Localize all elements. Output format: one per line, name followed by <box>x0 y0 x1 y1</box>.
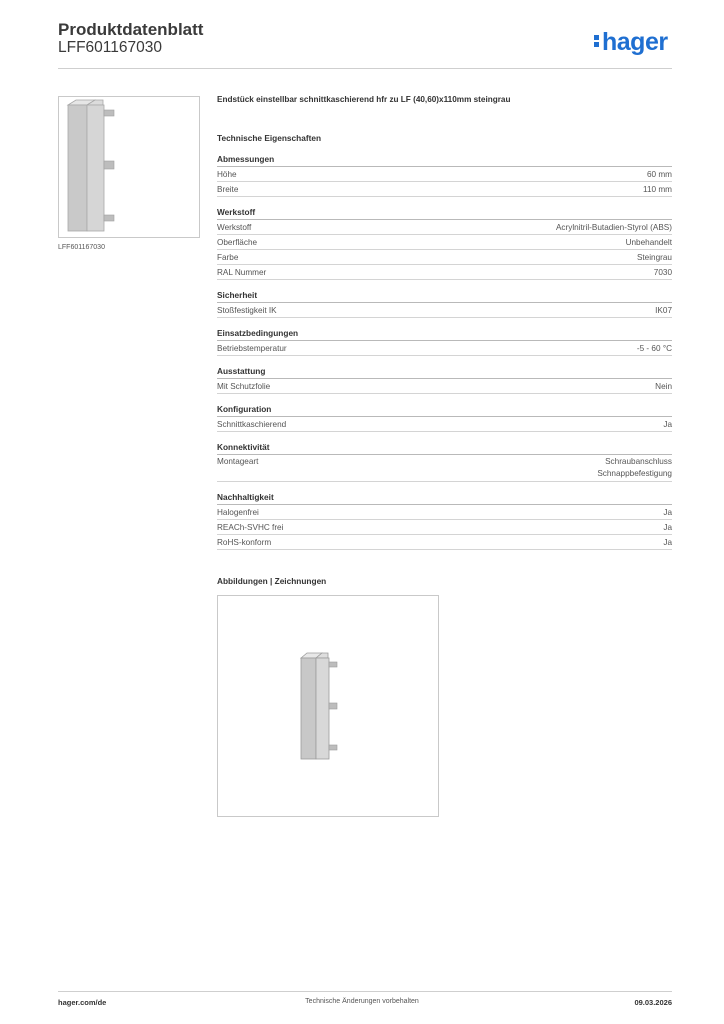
property-value: Ja <box>663 523 672 532</box>
footer-note: Technische Änderungen vorbehalten <box>305 998 419 1005</box>
page-title: Produktdatenblatt <box>58 20 204 39</box>
property-row <box>217 520 672 535</box>
property-label: Höhe <box>217 170 237 179</box>
group-heading: Nachhaltigkeit <box>217 492 672 505</box>
group-heading: Konfiguration <box>217 404 672 417</box>
property-label: Schnittkaschierend <box>217 420 287 429</box>
property-label: Farbe <box>217 253 239 262</box>
property-row <box>217 167 672 182</box>
property-row <box>217 455 672 482</box>
property-value: -5 - 60 °C <box>636 344 672 353</box>
group-ausstattung <box>217 366 672 394</box>
property-value: 60 mm <box>646 170 672 179</box>
group-werkstoff <box>217 207 672 280</box>
property-row <box>217 379 672 394</box>
footer-website-link[interactable]: hager.com/de <box>58 998 107 1007</box>
property-value: 110 mm <box>643 185 672 194</box>
property-value: Ja <box>663 420 672 429</box>
property-value <box>597 456 672 480</box>
tech-properties-heading: Technische Eigenschaften <box>217 133 322 143</box>
product-title: Endstück einstellbar schnittkaschierend hfr zu LF (40,60)x110mm steingrau <box>217 95 511 104</box>
property-label: RAL Nummer <box>217 268 267 277</box>
property-row <box>217 182 672 197</box>
group-heading: Abmessungen <box>217 154 672 167</box>
property-label: Stoßfestigkeit IK <box>217 306 277 315</box>
property-row <box>217 235 672 250</box>
header-divider <box>58 68 672 69</box>
group-nachhaltigkeit <box>217 492 672 550</box>
property-row <box>217 265 672 280</box>
property-value: Steingrau <box>636 253 672 262</box>
property-label: Mit Schutzfolie <box>217 382 271 391</box>
property-value: 7030 <box>653 268 672 277</box>
property-value-line: Schraubanschluss <box>605 457 672 466</box>
property-row <box>217 250 672 265</box>
property-label: RoHS-konform <box>217 538 272 547</box>
property-value: Acrylnitril-Butadien-Styrol (ABS) <box>555 223 672 232</box>
figures-heading: Abbildungen | Zeichnungen <box>217 576 327 586</box>
product-drawing <box>217 595 439 817</box>
footer-date: 09.03.2026 <box>634 998 672 1007</box>
property-value: Unbehandelt <box>625 238 672 247</box>
property-row <box>217 535 672 550</box>
group-heading: Konnektivität <box>217 442 672 455</box>
property-row <box>217 220 672 235</box>
group-heading: Einsatzbedingungen <box>217 328 672 341</box>
hager-logo <box>594 28 668 57</box>
product-number: LFF601167030 <box>58 39 162 56</box>
property-label: REACh-SVHC frei <box>217 523 284 532</box>
property-value: Ja <box>663 538 672 547</box>
property-row <box>217 417 672 432</box>
property-value-line: Schnappbefestigung <box>597 469 672 478</box>
property-value: IK07 <box>655 306 672 315</box>
group-sicherheit <box>217 290 672 318</box>
property-value: Nein <box>655 382 672 391</box>
property-row <box>217 341 672 356</box>
property-label: Betriebstemperatur <box>217 344 287 353</box>
product-thumbnail <box>58 96 200 238</box>
property-row <box>217 505 672 520</box>
end-cap-thumbnail-image <box>59 97 199 237</box>
property-label: Breite <box>217 185 239 194</box>
footer-divider <box>58 991 672 992</box>
end-cap-drawing-image <box>218 596 438 816</box>
property-value: Ja <box>663 508 672 517</box>
group-konfiguration <box>217 404 672 432</box>
main-content <box>217 95 672 560</box>
property-label: Oberfläche <box>217 238 258 247</box>
group-heading: Ausstattung <box>217 366 672 379</box>
logo-text: hager <box>602 28 668 56</box>
property-row <box>217 303 672 318</box>
group-heading: Sicherheit <box>217 290 672 303</box>
thumbnail-caption: LFF601167030 <box>58 244 105 251</box>
property-label: Montageart <box>217 457 259 466</box>
group-heading: Werkstoff <box>217 207 672 220</box>
group-abmessungen <box>217 154 672 197</box>
logo-dots-icon <box>594 33 600 49</box>
property-label: Halogenfrei <box>217 508 259 517</box>
group-einsatzbedingungen <box>217 328 672 356</box>
group-konnektivitaet <box>217 442 672 482</box>
property-label: Werkstoff <box>217 223 252 232</box>
